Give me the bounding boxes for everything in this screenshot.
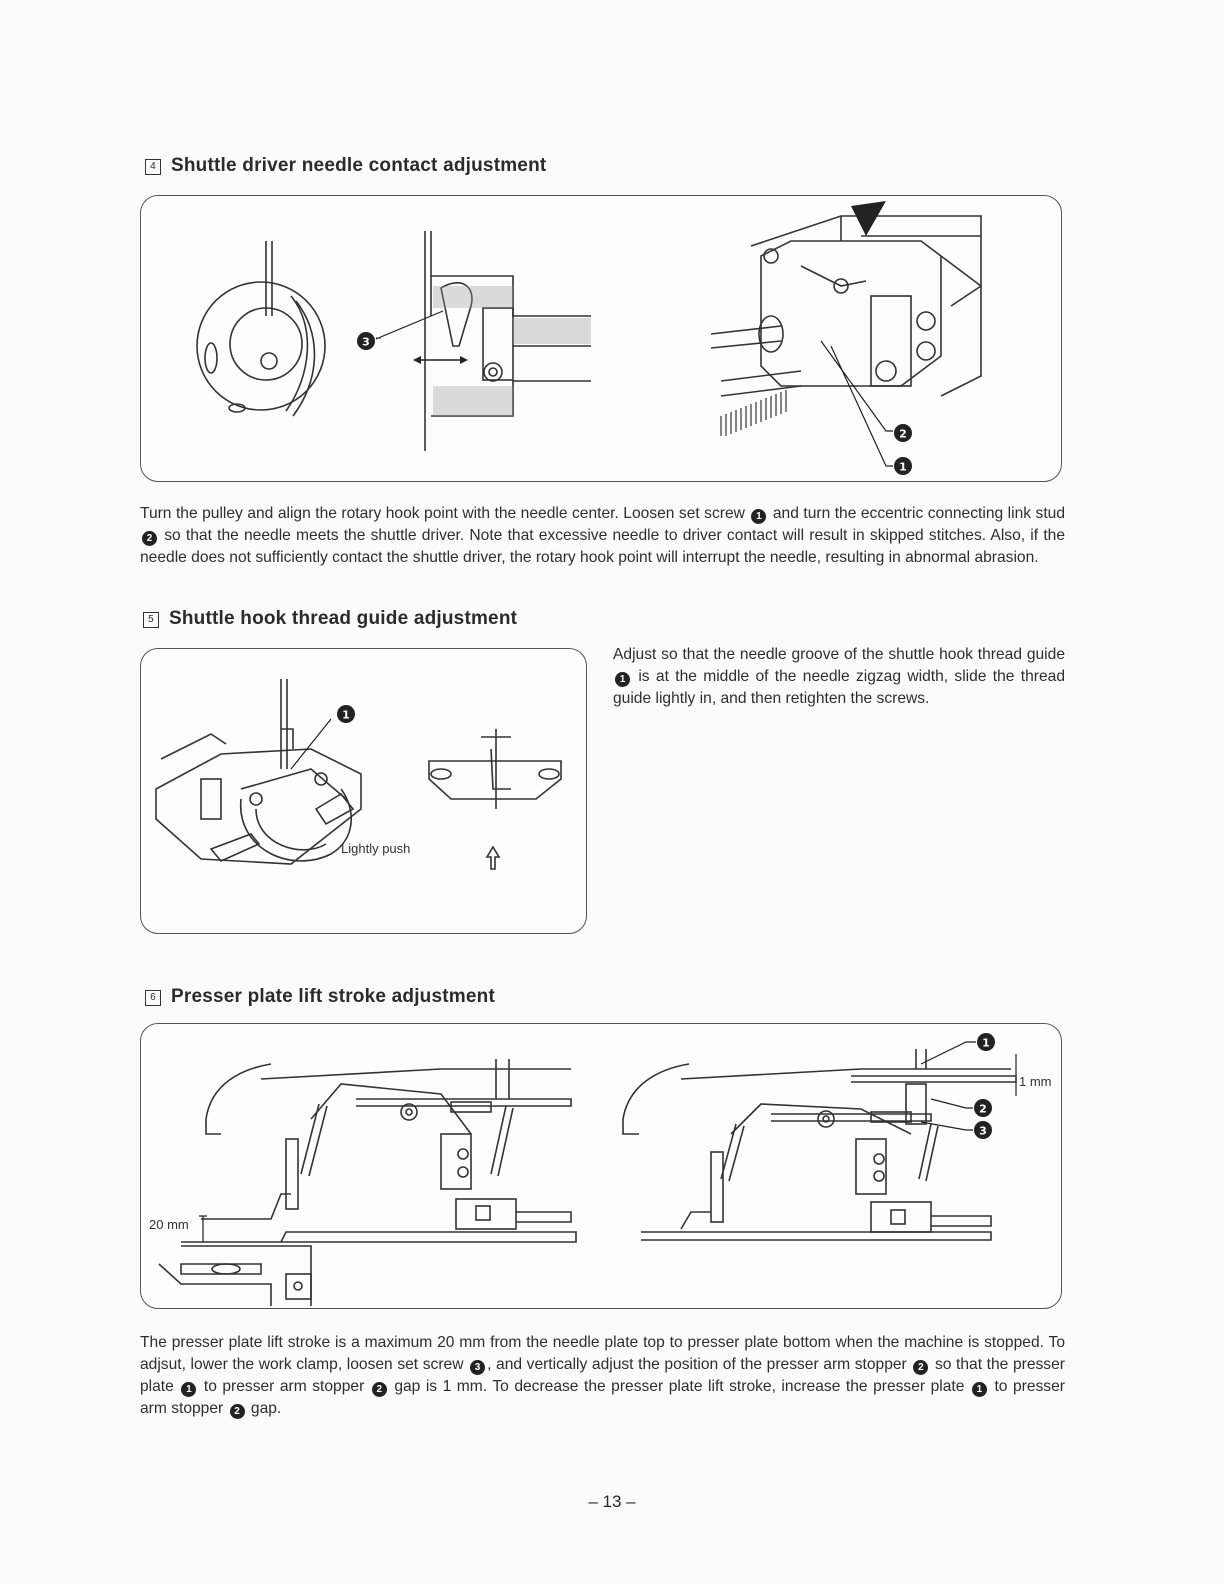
section-6-callout-1: 1	[982, 1036, 990, 1050]
section-6-illustration	[141, 1024, 1061, 1308]
page-number: – 13 –	[588, 1492, 636, 1511]
marker-2: 2	[913, 1360, 928, 1375]
section-5-callout-1: 1	[342, 708, 350, 722]
section-4-callout-2: 2	[899, 427, 907, 441]
section-5-text: Adjust so that the needle groove of the shuttle hook thread guide 1 is at the middle of the needle zigzag width, slide the thread guide lightly in, and then retighten the screws.	[613, 646, 1065, 707]
section-4-title: Shuttle driver needle contact adjustment	[171, 155, 547, 176]
section-4-illustration	[141, 196, 1061, 481]
section-6-figure-panel	[140, 1023, 1062, 1309]
marker-3: 3	[470, 1360, 485, 1375]
marker-1: 1	[181, 1382, 196, 1397]
section-6-callout-2: 2	[979, 1102, 987, 1116]
marker-1: 1	[751, 509, 766, 524]
label-20mm: 20 mm	[149, 1217, 189, 1232]
section-5-title: Shuttle hook thread guide adjustment	[169, 608, 518, 629]
marker-2: 2	[230, 1404, 245, 1419]
section-6-number: 6	[145, 990, 161, 1006]
section-4-number: 4	[145, 159, 161, 175]
section-4-callout-1: 1	[899, 460, 907, 474]
label-1mm: 1 mm	[1019, 1074, 1052, 1089]
section-4-figure-panel	[140, 195, 1062, 482]
marker-2: 2	[142, 531, 157, 546]
section-4-callout-3: 3	[362, 335, 370, 349]
marker-2: 2	[372, 1382, 387, 1397]
section-4-heading	[145, 155, 546, 177]
section-6-text: The presser plate lift stroke is a maximum 20 mm from the needle plate top to presser plate bottom when the machine is stopped. To adjsut, lower the work clamp, loosen set screw 3 , and vertically adjust the position of the presser arm stopper 2 so that the presser plate 1 to presser arm stopper 2 gap is 1 mm. To decrease the presser plate lift stroke, increase the presser plate 1 to presser arm stopper 2 gap.	[140, 1334, 1065, 1417]
section-5-illustration	[141, 649, 586, 933]
section-5-figure-panel	[140, 648, 587, 934]
marker-1: 1	[615, 672, 630, 687]
section-6-callout-3: 3	[979, 1124, 987, 1138]
lightly-push-label: Lightly push	[341, 841, 411, 856]
section-5-number: 5	[143, 612, 159, 628]
section-6-title: Presser plate lift stroke adjustment	[171, 986, 495, 1007]
section-5-heading	[143, 608, 517, 630]
marker-1: 1	[972, 1382, 987, 1397]
section-4-text: Turn the pulley and align the rotary hook point with the needle center. Loosen set screw 1 and turn the eccentric connecting link stud 2 so that the needle meets the shuttle driver. Note that excessive needle to driver contact will result in skipped stitches. Also, if the needle does not sufficiently contact the shuttle driver, the rotary hook point will interrupt the needle, resulting in abnormal abrasion.	[140, 505, 1065, 566]
section-6-heading	[145, 986, 495, 1008]
